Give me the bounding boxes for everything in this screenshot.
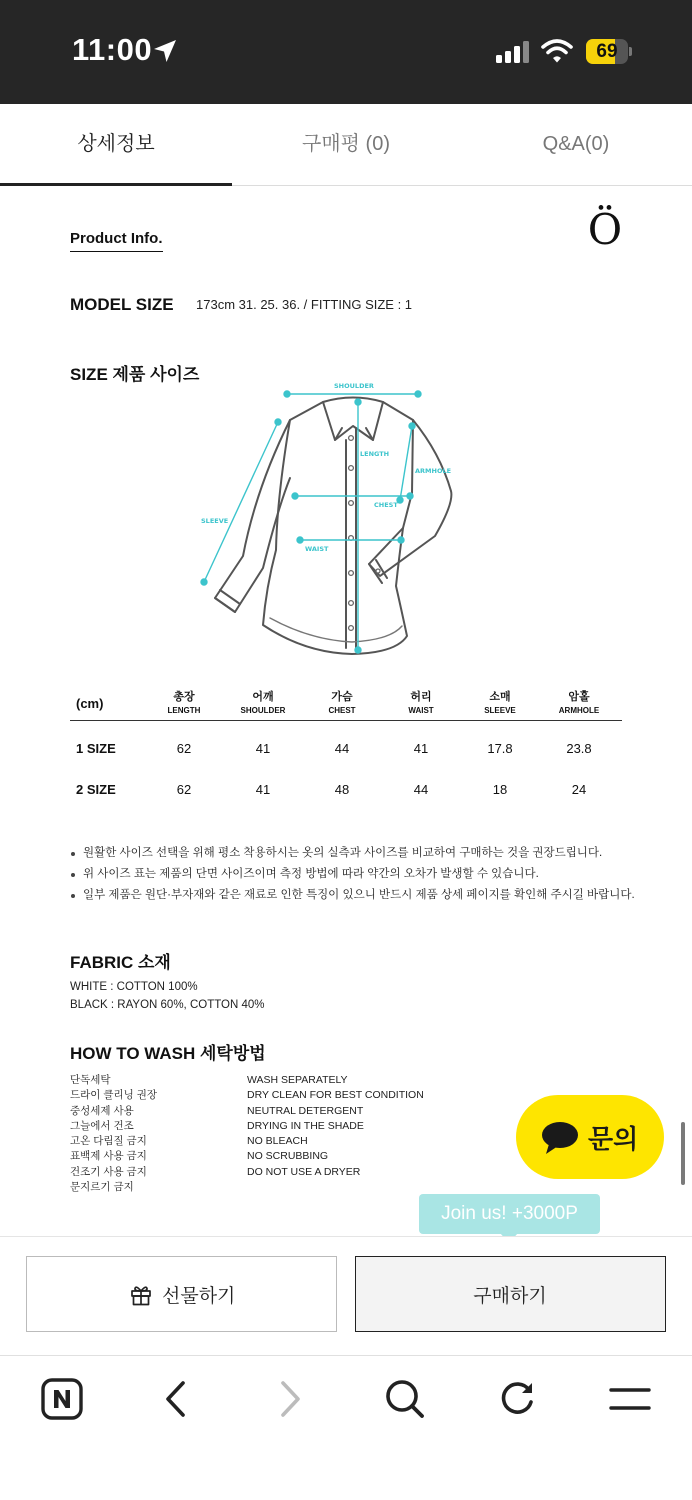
wash-item: 단독세탁: [70, 1074, 111, 1086]
battery-cap: [629, 47, 632, 56]
wifi-icon: [541, 38, 573, 64]
table-cell: 41: [255, 741, 271, 756]
wash-list-en: [247, 1073, 424, 1180]
table-row: [70, 741, 622, 782]
table-cell: 48: [334, 782, 350, 797]
search-icon[interactable]: [384, 1378, 426, 1420]
model-size-label: MODEL SIZE: [70, 295, 174, 314]
row-label: 2 SIZE: [76, 782, 116, 797]
menu-icon[interactable]: [609, 1378, 651, 1420]
table-cell: 17.8: [487, 741, 513, 756]
size-notes: [70, 843, 635, 906]
wash-item: 건조기 사용 금지: [70, 1165, 147, 1178]
back-chevron-icon[interactable]: [158, 1378, 194, 1420]
tab-reviews[interactable]: 구매평 (0): [302, 133, 390, 155]
refresh-icon[interactable]: [497, 1378, 537, 1420]
battery-icon: [586, 39, 632, 64]
table-cell: 41: [255, 782, 271, 797]
table-cell: 62: [176, 741, 192, 756]
join-reward-tooltip[interactable]: [419, 1194, 600, 1234]
shirt-body-outline: [263, 402, 413, 654]
row-label: 1 SIZE: [76, 741, 116, 756]
label-sleeve: SLEEVE: [201, 517, 229, 525]
location-arrow-icon: [152, 38, 178, 64]
column-header: 가슴 CHEST: [328, 691, 356, 715]
cellular-signal-icon: [496, 41, 532, 63]
shirt-buttons: [349, 436, 380, 631]
wash-item: 표백제 사용 금지: [70, 1150, 147, 1163]
size-table: [70, 688, 622, 823]
column-header: 어깨 SHOULDER: [240, 691, 286, 715]
status-bar: [0, 0, 692, 104]
forward-chevron-icon[interactable]: [272, 1378, 308, 1420]
tab-qna[interactable]: Q&A(0): [542, 133, 610, 155]
scroll-indicator[interactable]: [681, 1122, 685, 1185]
shirt-left-sleeve: [215, 420, 290, 612]
wash-title: HOW TO WASH 세탁방법: [70, 1044, 266, 1063]
browser-toolbar: [0, 1355, 692, 1500]
label-chest: CHEST: [374, 501, 398, 509]
join-reward-label: Join us! +3000P: [441, 1203, 578, 1224]
svg-text:Ö: Ö: [587, 205, 623, 250]
wash-item: 문지르기 금지: [70, 1181, 134, 1194]
wash-item: DRYING IN THE SHADE: [247, 1119, 364, 1132]
wash-item: DO NOT USE A DRYER: [247, 1165, 361, 1178]
table-cell: 24: [571, 782, 587, 797]
product-info-title: Product Info.: [70, 230, 163, 252]
gift-button[interactable]: [26, 1256, 337, 1332]
inquiry-chat-button[interactable]: [516, 1095, 664, 1179]
table-cell: 44: [413, 782, 429, 797]
chat-bubble-icon: [540, 1120, 580, 1156]
gift-label: 선물하기: [162, 1286, 236, 1307]
table-row: [70, 782, 622, 823]
model-size-value: 173cm 31. 25. 36. / FITTING SIZE : 1: [196, 297, 413, 312]
column-header: 소매 SLEEVE: [484, 691, 516, 715]
size-section-title: SIZE 제품 사이즈: [70, 365, 200, 384]
column-header: 암홀 ARMHOLE: [558, 691, 600, 715]
fabric-line: BLACK : RAYON 60%, COTTON 40%: [70, 999, 265, 1011]
label-waist: WAIST: [305, 545, 329, 553]
note-item: 일부 제품은 원단·부자재와 같은 재료로 인한 특징이 있으니 반드시 제품 상세 페이지를 확인해 주시길 바랍니다.: [70, 885, 635, 906]
wash-item: 그늘에서 건조: [70, 1119, 134, 1132]
wash-item: 고온 다림질 금지: [70, 1135, 147, 1148]
table-cell: 41: [413, 741, 429, 756]
purchase-action-bar: [0, 1236, 692, 1354]
wash-item: DRY CLEAN FOR BEST CONDITION: [247, 1089, 424, 1102]
inquiry-label: 문의: [588, 1124, 639, 1154]
table-cell: 44: [334, 741, 350, 756]
wash-list-ko: [70, 1073, 157, 1195]
tab-details[interactable]: 상세정보: [77, 133, 155, 155]
column-header: 총장 LENGTH: [167, 691, 201, 715]
buy-button[interactable]: [355, 1256, 666, 1332]
unit-label: (cm): [76, 696, 104, 711]
status-time: 11:00: [72, 32, 153, 67]
detail-tabs: [0, 104, 692, 186]
fabric-title: FABRIC 소재: [70, 953, 171, 972]
wash-item: 드라이 클리닝 권장: [70, 1089, 157, 1102]
active-tab-indicator: [0, 183, 232, 186]
naver-n-icon[interactable]: [41, 1378, 83, 1420]
note-item: 위 사이즈 표는 제품의 단면 사이즈이며 측정 방법에 따라 약간의 오차가 발생할 수 있습니다.: [70, 864, 635, 885]
battery-percent: 69: [596, 41, 618, 62]
wash-item: NO SCRUBBING: [247, 1150, 329, 1163]
note-item: 원활한 사이즈 선택을 위해 평소 착용하시는 옷의 실측과 사이즈를 비교하여 구매하는 것을 권장드립니다.: [70, 843, 635, 864]
table-cell: 18: [492, 782, 508, 797]
shirt-size-diagram: [190, 378, 480, 660]
wash-item: NO BLEACH: [247, 1135, 308, 1148]
brand-logo: [584, 200, 626, 250]
table-header-row: [70, 688, 622, 721]
shirt-collar: [323, 398, 383, 441]
gift-icon: [130, 1284, 152, 1306]
column-header: 허리 WAIST: [408, 691, 434, 715]
battery-body: [586, 39, 628, 64]
buy-label: 구매하기: [473, 1286, 547, 1307]
table-cell: 62: [176, 782, 192, 797]
label-armhole: ARMHOLE: [415, 467, 452, 475]
wash-item: NEUTRAL DETERGENT: [247, 1104, 364, 1117]
wash-item: 중성세제 사용: [70, 1104, 134, 1117]
wash-item: WASH SEPARATELY: [247, 1074, 348, 1086]
table-cell: 23.8: [566, 741, 592, 756]
fabric-line: WHITE : COTTON 100%: [70, 981, 198, 993]
label-length: LENGTH: [360, 450, 390, 458]
measurement-lines: [201, 391, 421, 653]
label-shoulder: SHOULDER: [334, 382, 374, 390]
